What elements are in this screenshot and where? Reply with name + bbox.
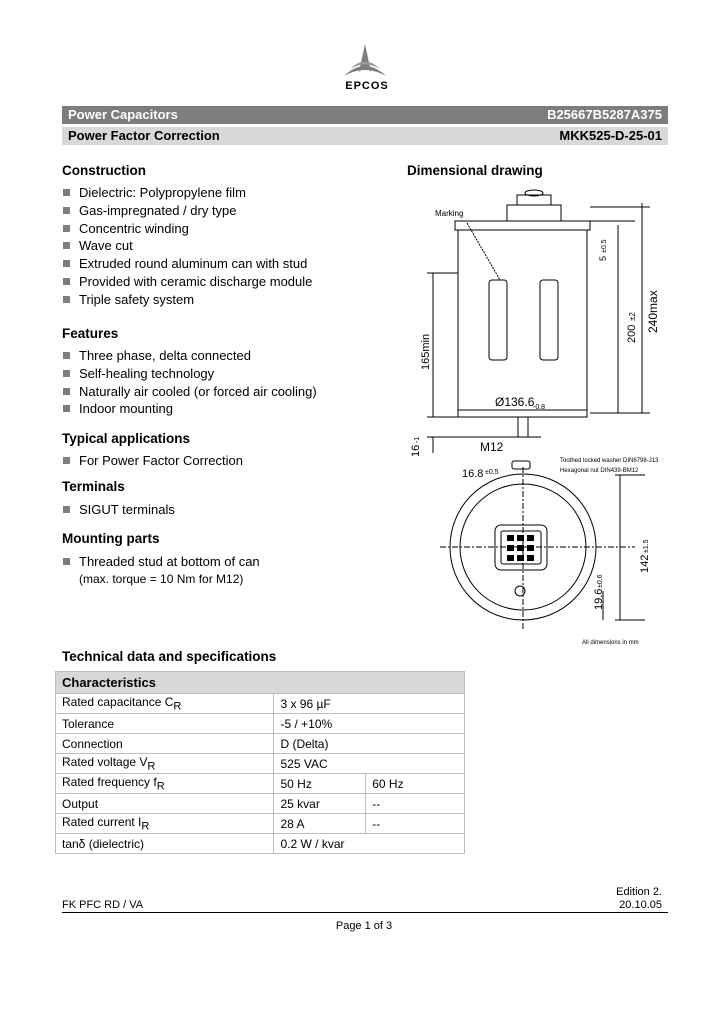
list-item: Provided with ceramic discharge module (62, 273, 312, 291)
dim-5-tol: ±0.5 (601, 239, 608, 253)
bullet-icon (63, 225, 70, 232)
terminals-list (62, 501, 175, 519)
row-label: Rated voltage $V_R$ (56, 754, 274, 774)
dim-16: 16 (410, 444, 422, 457)
construction-heading: Construction (62, 163, 146, 178)
row-value: 0.2 W / kvar (274, 834, 465, 854)
bullet-icon (63, 278, 70, 285)
bullet-icon (63, 558, 70, 565)
dim-165: 165min (420, 333, 432, 370)
bullet-icon (63, 370, 70, 377)
row-value: -5 / +10% (274, 714, 465, 734)
list-item: Gas-impregnated / dry type (62, 202, 312, 220)
date: 20.10.05 (619, 899, 662, 911)
row-label: Output (56, 794, 274, 814)
row-value-alt: -- (366, 814, 465, 834)
dim-16-8-tol: ±0.5 (485, 469, 499, 476)
table-row (56, 814, 465, 834)
can-body (458, 230, 587, 417)
dim-19-6-tol: ±0.6 (597, 574, 604, 588)
edition: Edition 2. (616, 886, 662, 898)
row-label: Rated current $I_R$ (56, 814, 274, 834)
stud (518, 417, 528, 437)
dim-diameter-tol: -0.8 (533, 404, 546, 411)
table-row (56, 754, 465, 774)
epcos-logo-icon (340, 42, 390, 80)
washer-note-2: Hexagonal nut DIN439-BM12 (560, 468, 639, 474)
bullet-icon (63, 260, 70, 267)
marking-window-left (489, 280, 507, 360)
row-value: 525 VAC (274, 754, 465, 774)
bullet-icon (63, 352, 70, 359)
category-title: Power Capacitors (68, 107, 178, 122)
features-heading: Features (62, 326, 119, 341)
dim-m12: M12 (480, 440, 504, 454)
list-item: Self-healing technology (62, 365, 317, 383)
row-value: D (Delta) (274, 734, 465, 754)
row-value-alt: -- (366, 794, 465, 814)
list-item: SIGUT terminals (62, 501, 175, 519)
row-value: 3 x 96 µF (274, 694, 465, 714)
table-header-row (56, 672, 465, 694)
dim-19-6: 19.6 (593, 588, 605, 610)
list-item: Concentric winding (62, 220, 312, 238)
list-item: Extruded round aluminum can with stud (62, 255, 312, 273)
table-row (56, 834, 465, 854)
row-label: Rated frequency $f_R$ (56, 774, 274, 794)
header-bar-secondary (62, 127, 668, 145)
can-rim (455, 221, 590, 230)
table-row (56, 794, 465, 814)
bullet-icon (63, 296, 70, 303)
construction-list (62, 184, 312, 309)
table-row (56, 714, 465, 734)
table-header: Characteristics (56, 672, 465, 694)
applications-heading: Typical applications (62, 431, 191, 446)
features-list (62, 347, 317, 418)
dimensional-drawing (405, 185, 670, 650)
list-item: Wave cut (62, 237, 312, 255)
subcategory-title: Power Factor Correction (68, 128, 220, 143)
list-item: For Power Factor Correction (62, 452, 243, 470)
list-item: Triple safety system (62, 291, 312, 309)
applications-list (62, 452, 243, 470)
row-label: tanδ (dielectric) (56, 834, 274, 854)
bullet-icon (63, 457, 70, 464)
dim-240: 240max (646, 290, 660, 333)
list-item: Dielectric: Polypropylene film (62, 184, 312, 202)
washer-note-1: Toothed locked washer DIN6798-J13 (560, 458, 659, 464)
dim-16-8: 16.8 (462, 468, 484, 480)
dim-5: 5 (598, 255, 608, 261)
row-label: Connection (56, 734, 274, 754)
department: FK PFC RD / VA (62, 899, 144, 911)
dim-200: 200 (626, 324, 638, 343)
list-item: Naturally air cooled (or forced air cooling) (62, 383, 317, 401)
bullet-icon (63, 207, 70, 214)
model-number: MKK525-D-25-01 (559, 128, 662, 143)
marking-window-right (540, 280, 558, 360)
bullet-icon (63, 242, 70, 249)
dim-142: 142 (639, 554, 651, 573)
mounting-note: (max. torque = 10 Nm for M12) (79, 572, 244, 586)
header-bar-primary (62, 106, 668, 124)
spec-table (55, 671, 465, 854)
list-item: Indoor mounting (62, 400, 317, 418)
dim-200-tol: ±2 (628, 312, 637, 321)
part-number: B25667B5287A375 (547, 107, 662, 122)
row-label: Rated capacitance $C_R$ (56, 694, 274, 714)
bullet-icon (63, 388, 70, 395)
mounting-list (62, 553, 260, 571)
bullet-icon (63, 506, 70, 513)
list-item: Threaded stud at bottom of can (62, 553, 260, 571)
table-row (56, 694, 465, 714)
row-label: Tolerance (56, 714, 274, 734)
dim-142-tol: ±1.5 (643, 539, 650, 553)
footer-divider (62, 912, 668, 913)
table-row (56, 734, 465, 754)
table-row (56, 774, 465, 794)
row-value-alt: 60 Hz (366, 774, 465, 794)
bullet-icon (63, 405, 70, 412)
row-value: 50 Hz (274, 774, 366, 794)
terminal-base (507, 205, 561, 221)
dim-diameter: Ø136.6 (495, 395, 535, 409)
mounting-heading: Mounting parts (62, 531, 160, 546)
logo-text: EPCOS (345, 80, 389, 92)
row-value: 25 kvar (274, 794, 366, 814)
row-value: 28 A (274, 814, 366, 834)
marking-label: Marking (435, 209, 464, 218)
list-item: Three phase, delta connected (62, 347, 317, 365)
dim-16-tol: -1 (414, 436, 421, 443)
tech-heading: Technical data and specifications (62, 649, 277, 664)
page-number: Page 1 of 3 (335, 920, 393, 932)
drawing-heading: Dimensional drawing (407, 163, 543, 178)
bullet-icon (63, 189, 70, 196)
units-note: All dimensions in mm (582, 640, 639, 646)
terminals-heading: Terminals (62, 479, 125, 494)
